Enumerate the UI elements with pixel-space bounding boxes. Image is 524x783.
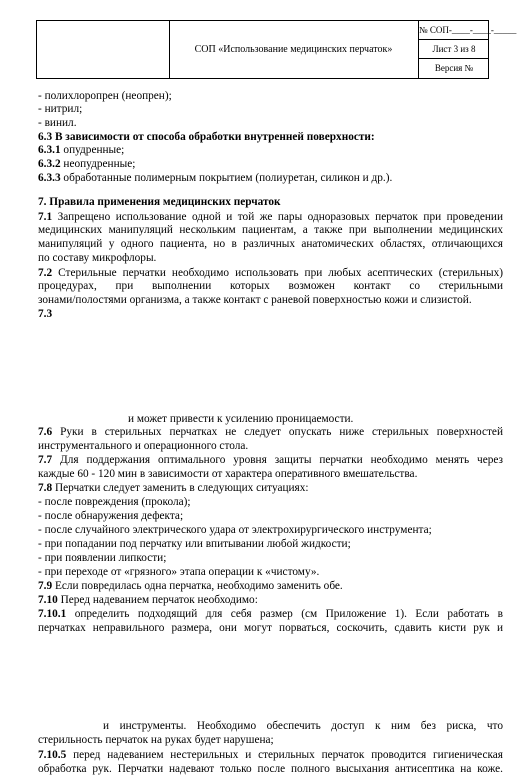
clause-number: 7.7 (38, 454, 53, 466)
text-line (38, 607, 503, 621)
text-line (38, 537, 351, 551)
clause-number: 7.10.1 (38, 608, 67, 620)
line-text: манипуляций у одного пациента, но в различных анатомических областях, отличающихся (38, 238, 503, 250)
line-text: Запрещено использование одной и той же пары одноразовых перчаток при проведении (52, 211, 503, 223)
clause-number: 7.10.5 (38, 749, 67, 761)
sheet-number: Лист 3 из 8 (419, 40, 489, 59)
line-text: Руки в стерильных перчатках не следует опускать ниже стерильных поверхностей (52, 426, 503, 438)
text-line (38, 89, 172, 103)
text-line (38, 762, 503, 776)
text-line (38, 748, 503, 762)
line-text: неопудренные; (60, 158, 136, 170)
text-line (38, 523, 432, 537)
text-line (38, 453, 503, 467)
text-line (38, 593, 258, 607)
line-text: и инструменты. Необходимо обеспечить доступ к ним без риска, что (103, 720, 503, 732)
line-text: - полихлоропрен (неопрен); (38, 90, 172, 102)
line-text: - после случайного электрического удара от электрохирургического инструмента; (38, 524, 432, 536)
text-line (38, 439, 248, 453)
line-text: зонами/полостями организма, а также контакт с раневой поверхностью кожи и слизистой. (38, 294, 472, 306)
text-line (38, 495, 191, 509)
line-text: процедурах, при выполнении которых возможен контакт со стерильными (38, 280, 503, 292)
header-title: СОП «Использование медицинских перчаток» (169, 21, 419, 78)
line-text: и может привести к усилению проницаемости. (128, 413, 354, 425)
line-text: - после повреждения (прокола); (38, 496, 191, 508)
clause-number: 7.6 (38, 426, 53, 438)
line-text: - нитрил; (38, 103, 83, 115)
text-line (38, 251, 156, 265)
clause-number: 6.3.3 (38, 172, 61, 184)
text-line (38, 307, 52, 321)
text-line (38, 223, 503, 237)
line-text: обработанные полимерным покрытием (полиуретан, силикон и др.). (60, 172, 393, 184)
line-text: - при попадании под перчатку или впитывании любой жидкости; (38, 538, 351, 550)
line-text: перчатках неправильного размера, они могут порваться, соскочить, сдавить кисти рук и (38, 622, 503, 634)
line-text: инструментального и операционного стола. (38, 440, 249, 452)
line-text: определить подходящий для себя размер (см Приложение 1). Если работать в (66, 608, 503, 620)
line-text: - винил. (38, 117, 77, 129)
line-text: Перчатки следует заменить в следующих ситуациях: (52, 482, 309, 494)
clause-number: 6.3.2 (38, 158, 61, 170)
text-line (38, 195, 281, 209)
text-line (38, 467, 417, 481)
text-line (103, 719, 503, 733)
clause-number: 7.3 (38, 308, 53, 320)
doc-number: № СОП-____-____-_____ (419, 21, 489, 40)
text-line (38, 733, 274, 747)
clause-number: 6.3.1 (38, 144, 61, 156)
line-text: - при переходе от «грязного» этапа операции к «чистому». (38, 566, 320, 578)
clause-number: 7.9 (38, 580, 53, 592)
text-line (38, 509, 183, 523)
text-line (38, 157, 135, 171)
clause-number: 7.10 (38, 594, 58, 606)
document-header-table (36, 20, 517, 79)
text-line (38, 130, 375, 144)
text-line (38, 143, 124, 157)
line-text: - после обнаружения дефекта; (38, 510, 184, 522)
text-line (38, 102, 82, 116)
text-line (38, 579, 343, 593)
text-line (38, 565, 319, 579)
line-text: Для поддержания оптимального уровня защиты перчатки необходимо менять через (52, 454, 503, 466)
text-line (38, 293, 472, 307)
text-line (38, 266, 503, 280)
text-line (38, 279, 503, 293)
clause-number: 7.2 (38, 267, 53, 279)
line-text: Перед надеванием перчаток необходимо: (57, 594, 258, 606)
text-line (128, 412, 353, 426)
line-text: - при появлении липкости; (38, 552, 167, 564)
text-line (38, 481, 309, 495)
clause-number: 6.3 В зависимости от способа обработки внутренней поверхности: (38, 131, 375, 143)
text-line (38, 621, 503, 635)
text-line (38, 425, 503, 439)
text-line (38, 237, 503, 251)
line-text: медицинских манипуляций нескольким пациентам, а также при выполнении медицинских (38, 224, 503, 236)
line-text: по составу микрофлоры. (38, 252, 157, 264)
line-text: Если повредилась одна перчатка, необходимо заменить обе. (52, 580, 343, 592)
text-line (38, 116, 77, 130)
text-line (38, 551, 166, 565)
text-line (38, 210, 503, 224)
line-text: Стерильные перчатки необходимо использовать при любых асептических (стерильных) (52, 267, 503, 279)
line-text: перед надеванием нестерильных и стерильных перчаток проводится гигиеническая (66, 749, 503, 761)
logo-cell (37, 21, 170, 78)
version-number: Версия № (434, 63, 474, 73)
line-text: стерильность перчаток на руках будет нарушена; (38, 734, 274, 746)
clause-number: 7.8 (38, 482, 53, 494)
line-text: опудренные; (60, 144, 125, 156)
line-text: каждые 60 - 120 мин в зависимости от характера оперативного вмешательства. (38, 468, 418, 480)
line-text: обработка рук. Перчатки надевают только после полного высыхания антисептика на коже. (38, 763, 503, 775)
clause-number: 7.1 (38, 211, 53, 223)
text-line (38, 171, 392, 185)
clause-number: 7. Правила применения медицинских перчаток (38, 196, 281, 208)
header-meta-cell (419, 21, 517, 78)
